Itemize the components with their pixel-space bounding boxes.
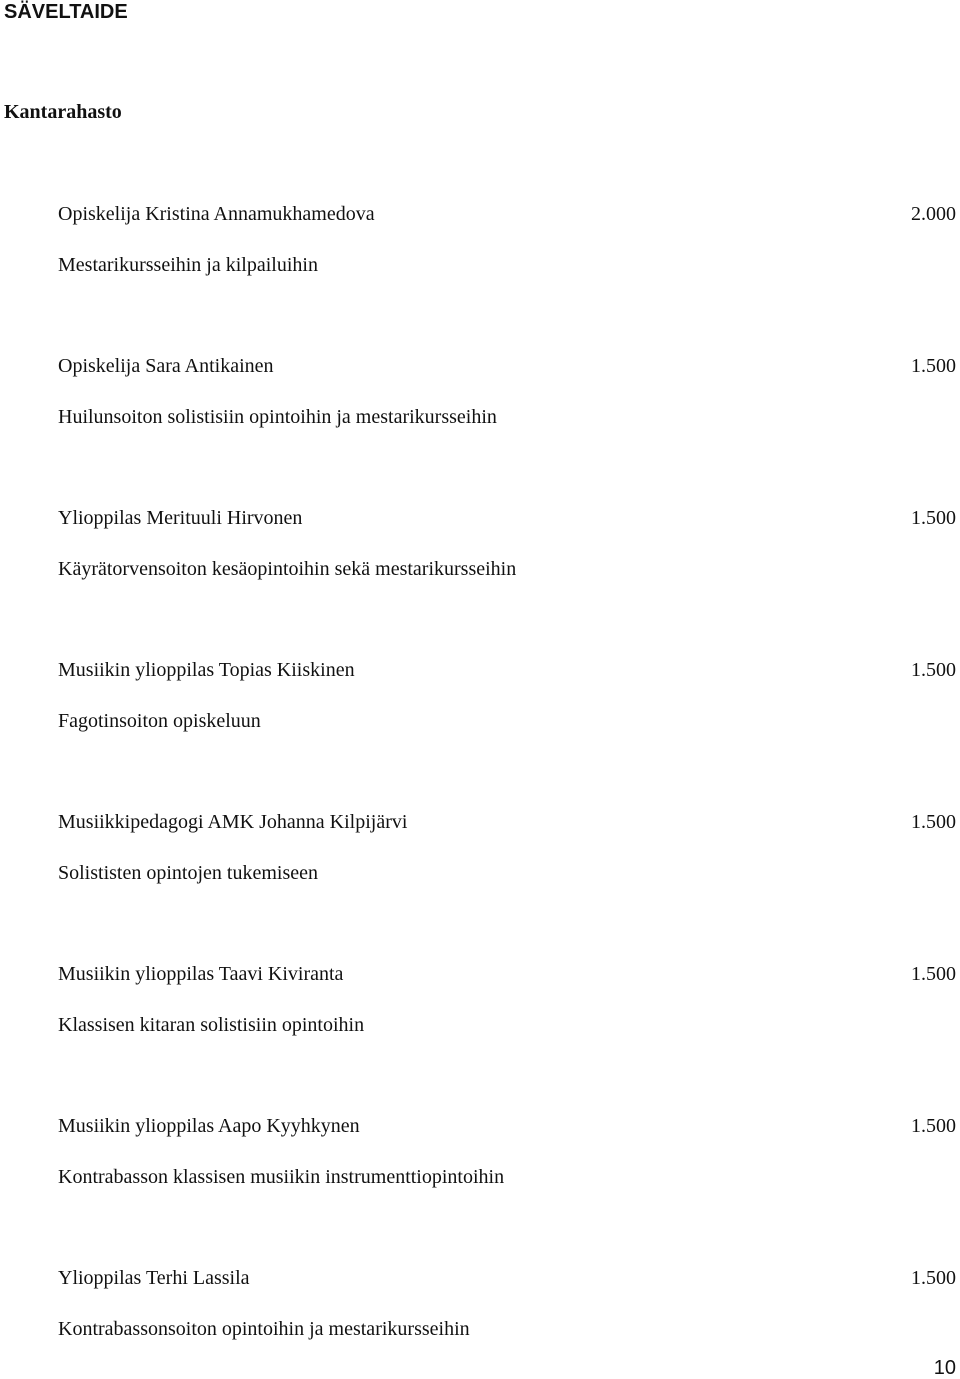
grant-amount: 1.500 xyxy=(911,963,956,985)
grant-purpose: Solististen opintojen tukemiseen xyxy=(58,862,318,884)
grant-amount: 1.500 xyxy=(911,355,956,377)
fund-title: Kantarahasto xyxy=(4,101,122,123)
grant-purpose: Fagotinsoiton opiskeluun xyxy=(58,710,261,732)
grant-purpose: Kontrabasson klassisen musiikin instrumenttiopintoihin xyxy=(58,1166,505,1188)
grant-entry xyxy=(58,354,958,434)
grant-purpose: Huilunsoiton solistisiin opintoihin ja mestarikursseihin xyxy=(58,406,497,428)
grant-entry xyxy=(58,658,958,738)
page-number: 10 xyxy=(933,1357,956,1379)
grant-entry xyxy=(58,810,958,890)
grant-amount: 2.000 xyxy=(911,203,956,225)
grant-amount: 1.500 xyxy=(911,1267,956,1289)
grant-recipient: Opiskelija Sara Antikainen xyxy=(58,355,274,377)
grant-entry xyxy=(58,1114,958,1194)
grant-recipient: Ylioppilas Merituuli Hirvonen xyxy=(58,507,303,529)
grant-amount: 1.500 xyxy=(911,811,956,833)
grant-amount: 1.500 xyxy=(911,1115,956,1137)
grant-recipient: Ylioppilas Terhi Lassila xyxy=(58,1267,250,1289)
grant-purpose: Mestarikursseihin ja kilpailuihin xyxy=(58,254,318,276)
grant-recipient: Musiikin ylioppilas Topias Kiiskinen xyxy=(58,659,355,681)
grant-entry xyxy=(58,1266,958,1346)
grant-purpose: Käyrätorvensoiton kesäopintoihin sekä mestarikursseihin xyxy=(58,558,517,580)
grant-purpose: Klassisen kitaran solistisiin opintoihin xyxy=(58,1014,365,1036)
grant-recipient: Musiikin ylioppilas Taavi Kiviranta xyxy=(58,963,344,985)
grant-entry xyxy=(58,506,958,586)
grant-entry xyxy=(58,202,958,282)
section-title: SÄVELTAIDE xyxy=(4,1,128,23)
grant-amount: 1.500 xyxy=(911,659,956,681)
grant-purpose: Kontrabassonsoiton opintoihin ja mestarikursseihin xyxy=(58,1318,470,1340)
grant-recipient: Opiskelija Kristina Annamukhamedova xyxy=(58,203,375,225)
grant-recipient: Musiikkipedagogi AMK Johanna Kilpijärvi xyxy=(58,811,408,833)
grant-recipient: Musiikin ylioppilas Aapo Kyyhkynen xyxy=(58,1115,360,1137)
grant-entry xyxy=(58,962,958,1042)
grant-amount: 1.500 xyxy=(911,507,956,529)
